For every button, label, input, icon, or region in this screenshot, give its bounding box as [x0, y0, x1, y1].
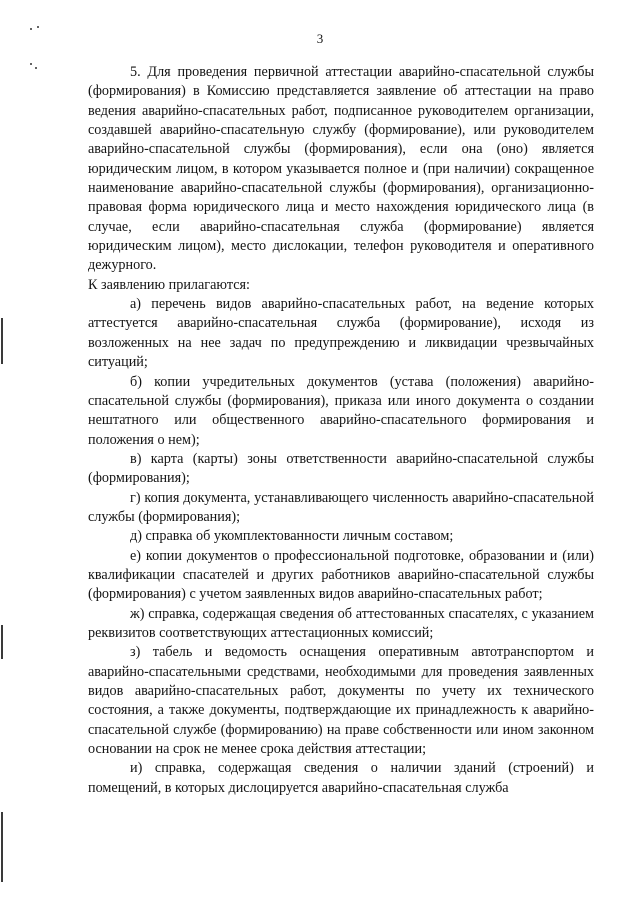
page-number: 3	[316, 31, 324, 46]
list-item-v: в) карта (карты) зоны ответственности аварийно-спасательной службы (формирования);	[88, 450, 594, 487]
list-item-z: з) табель и ведомость оснащения оперативным автотранспортом и аварийно-спасательными средствами, необходимыми для проведения заявленных видов аварийно-спасательных работ, документы по учету их технического состояния, а также документы, подтверждающие их принадлежность к аварийно-спасательной службе (формированию) на праве собственности или ином законном основании на срок не менее срока действия аттестации;	[88, 644, 594, 758]
list-item-zh: ж) справка, содержащая сведения об аттестованных спасателях, с указанием реквизитов соответствующих аттестационных комиссий;	[88, 605, 594, 641]
scan-edge-line	[1, 812, 3, 882]
list-item-b: б) копии учредительных документов (устава (положения) аварийно-спасательной службы (формирования), приказа или иного документа о создании нештатного или общественного аварийно-спасательного формирования и положения о нем);	[88, 373, 594, 448]
list-item-g: г) копия документа, устанавливающего численность аварийно-спасательной службы (формирования);	[88, 489, 594, 525]
list-item-d: д) справка об укомплектованности личным составом;	[130, 528, 454, 545]
attachments-intro: К заявлению прилагаются:	[88, 276, 250, 293]
list-item-e: е) копии документов о профессиональной подготовке, образовании и (или) квалификации спасателей и других работников аварийно-спасательной службы (формирования) с учетом заявленных видов аварийно-спасательных работ;	[88, 547, 594, 603]
scan-speck	[35, 67, 37, 69]
paragraph-5: 5. Для проведения первичной аттестации аварийно-спасательной службы (формирования) в Комиссию представляется заявление об аттестации на право ведения аварийно-спасательных работ, подписанное руководителем организации, создавшей аварийно-спасательную службу (формирование), или руководителем аварийно-спасательной службы (формирования), если она (оно) является юридическим лицом, в котором указывается полное и (при наличии) сокращенное наименование аварийно-спасательной службы (формирования), организационно-правовая форма юридического лица и место нахождения юридического лица (в случае, если аварийно-спасательная служба (формирование) является юридическим лицом), место дислокации, телефон руководителя и оперативного дежурного.	[88, 64, 594, 274]
document-body	[88, 63, 594, 798]
scan-speck	[30, 28, 32, 30]
scan-speck	[37, 26, 39, 28]
scan-edge-line	[1, 318, 3, 364]
scan-edge-line	[1, 625, 3, 659]
scan-speck	[30, 63, 32, 65]
list-item-a: а) перечень видов аварийно-спасательных работ, на ведение которых аттестуется аварийно-спасательная служба (формирование), исходя из возложенных на нее задач по предупреждению и ликвидации чрезвычайных ситуаций;	[88, 296, 594, 371]
list-item-i: и) справка, содержащая сведения о наличии зданий (строений) и помещений, в которых дислоцируется аварийно-спасательная служба	[88, 760, 594, 796]
